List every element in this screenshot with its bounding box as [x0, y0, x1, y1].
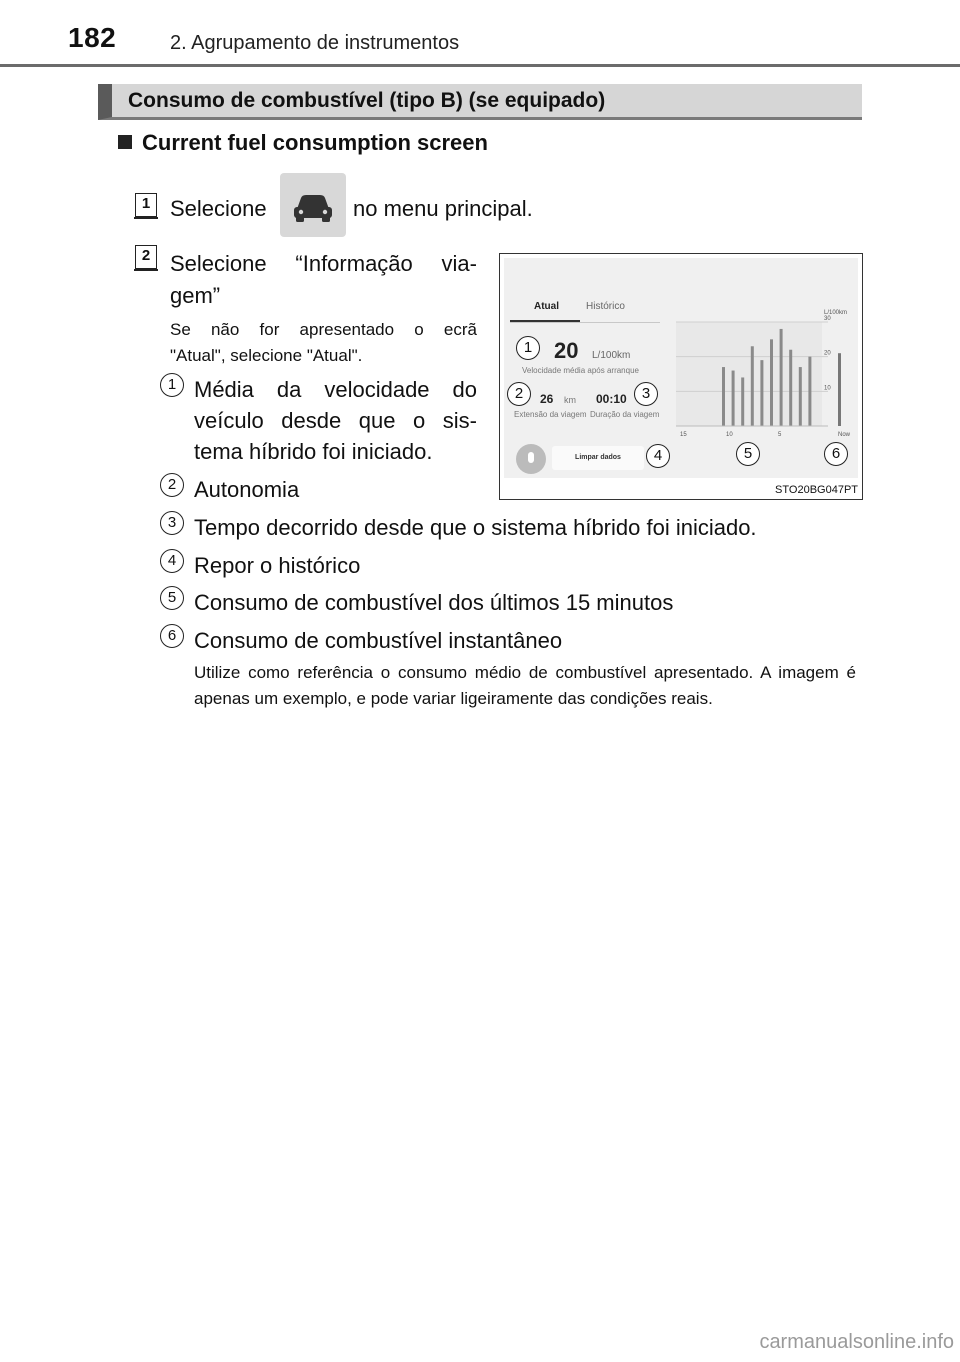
chart-bar	[770, 339, 773, 426]
callout-2: 2	[507, 382, 531, 406]
step-1-text-after: no menu principal.	[353, 196, 533, 221]
running-title: 2. Agrupamento de instrumentos	[170, 32, 460, 54]
legend-2-text: Autonomia	[194, 477, 300, 502]
subheading-text: Current fuel consumption screen	[142, 130, 488, 155]
microphone-button[interactable]	[516, 444, 546, 474]
chart-bar	[732, 371, 735, 426]
chart-y-tick-label: 10	[824, 385, 831, 392]
chart-x-tick-label: 15	[680, 432, 687, 438]
legend-5-text: Consumo de combustível dos últimos 15 minutos	[194, 590, 674, 615]
legend-6-text: Consumo de combustível instantâneo	[194, 628, 563, 653]
average-unit: L/100km	[592, 350, 631, 361]
legend-number-4: 4	[160, 549, 184, 573]
average-caption: Velocidade média após arranque	[522, 366, 639, 375]
legend-number-5: 5	[160, 586, 184, 610]
header-rule	[0, 64, 960, 67]
watermark: carmanualsonline.info	[759, 1331, 954, 1353]
time-value: 00:10	[596, 392, 627, 406]
chart-x-tick-label: 10	[726, 432, 733, 438]
range-caption: Extensão da viagem	[514, 410, 587, 419]
legend-1-line-2: veículo desde que o sis-	[194, 408, 477, 433]
chart-bar	[780, 329, 783, 426]
chart-bar	[760, 360, 763, 426]
callout-3: 3	[634, 382, 658, 406]
active-tab-indicator	[510, 320, 580, 322]
chart-bar-instant	[838, 353, 841, 426]
step-2-line-2: gem”	[170, 283, 221, 308]
step-number-2: 2	[135, 245, 157, 269]
car-icon	[280, 173, 346, 237]
time-caption: Duração da viagem	[590, 410, 660, 419]
tab-divider	[510, 322, 660, 323]
legend-1-line-3: tema híbrido foi iniciado.	[194, 439, 433, 464]
fuel-consumption-chart	[670, 302, 856, 442]
chart-bar	[808, 357, 811, 426]
chart-x-tick-label: Now	[838, 432, 851, 438]
callout-1: 1	[516, 336, 540, 360]
legend-3-text: Tempo decorrido desde que o sistema híbrido foi iniciado.	[194, 515, 757, 540]
page-number: 182	[68, 22, 117, 53]
chart-bar	[751, 346, 754, 426]
tab-historico: Histórico	[586, 301, 625, 312]
figure-fuel-screen	[499, 253, 863, 500]
reference-note: Utilize como referência o consumo médio de combustível apresentado. A imagem é apenas um exemplo, e pode variar ligeiramente das condições reais.	[194, 663, 856, 708]
square-bullet-icon	[118, 135, 132, 149]
figure-code: STO20BG047PT	[775, 484, 858, 496]
average-value: 20	[554, 338, 579, 363]
clear-data-button[interactable]: Limpar dados	[552, 446, 644, 470]
microphone-icon	[528, 452, 534, 463]
legend-number-6: 6	[160, 624, 184, 648]
subheading	[118, 130, 488, 156]
chart-bar	[741, 377, 744, 426]
step-note-line-2: "Atual", selecione "Atual".	[170, 346, 363, 365]
legend-number-1: 1	[160, 373, 184, 397]
chart-bar	[799, 367, 802, 426]
step-number-1: 1	[135, 193, 157, 217]
callout-6: 6	[824, 442, 848, 466]
callout-5: 5	[736, 442, 760, 466]
callout-4: 4	[646, 444, 670, 468]
chart-bar	[722, 367, 725, 426]
chart-y-axis-label: L/100km	[824, 310, 848, 316]
legend-4-text: Repor o histórico	[194, 553, 361, 578]
display-screen	[504, 258, 858, 478]
legend-number-3: 3	[160, 511, 184, 535]
step-note-line-1: Se não for apresentado o ecrã	[170, 320, 477, 339]
step-1-text-before: Selecione	[170, 196, 267, 221]
chart-y-tick-label: 30	[824, 316, 831, 322]
legend-1-line-1: Média da velocidade do	[194, 377, 477, 402]
step-2-line-1: Selecione “Informação via-	[170, 251, 477, 276]
chart-y-tick-label: 20	[824, 350, 831, 357]
chart-bar	[789, 350, 792, 426]
tab-atual: Atual	[534, 301, 559, 312]
section-title: Consumo de combustível (tipo B) (se equipado)	[128, 89, 606, 112]
range-value: 26	[540, 392, 554, 406]
legend-number-2: 2	[160, 473, 184, 497]
section-title-bar	[98, 84, 862, 120]
chart-x-tick-label: 5	[778, 432, 782, 438]
range-unit: km	[564, 395, 576, 405]
